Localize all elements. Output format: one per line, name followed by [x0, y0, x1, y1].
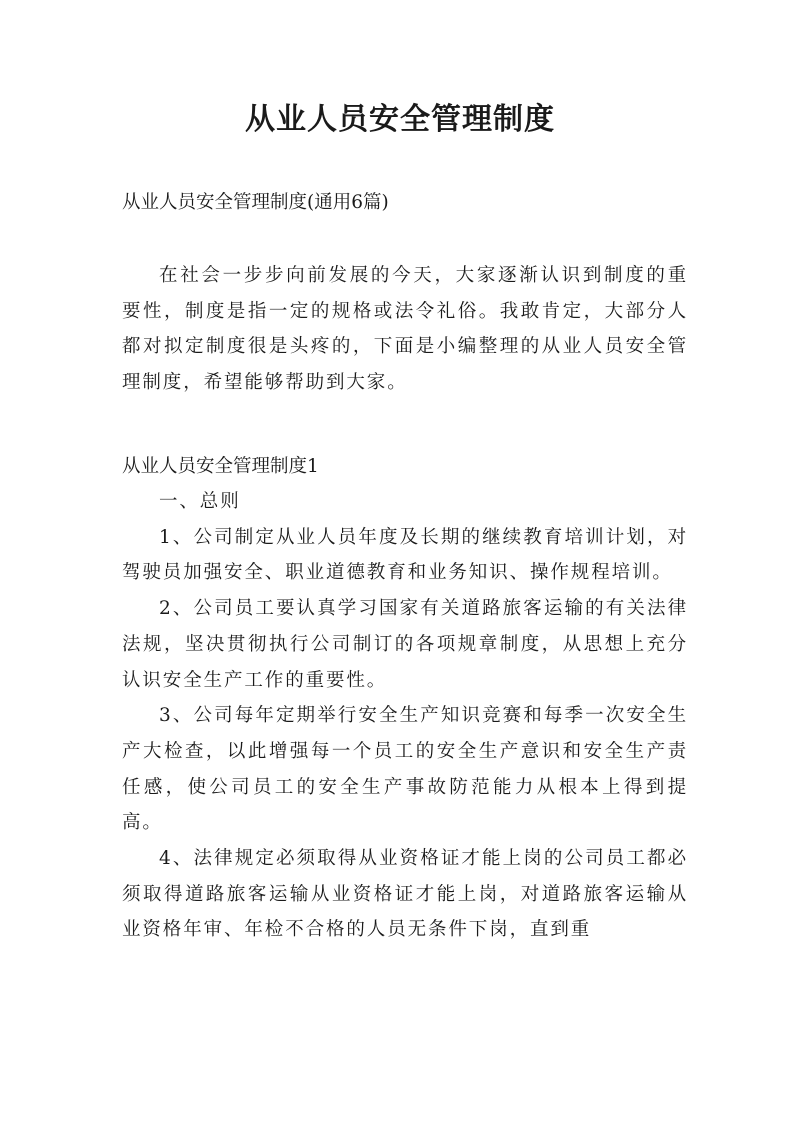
section-1-item-4: 4、法律规定必须取得从业资格证才能上岗的公司员工都必须取得道路旅客运输从业资格证才能上岗，对道路旅客运输从业资格年审、年检不合格的人员无条件下岗，直到重 [122, 848, 688, 941]
section-1-item-2: 2、公司员工要认真学习国家有关道路旅客运输的有关法律法规，坚决贯彻执行公司制订的各项规章制度，从思想上充分认识安全生产工作的重要性。 [122, 598, 688, 691]
document-title: 从业人员安全管理制度 [245, 102, 555, 137]
section-1-body [122, 484, 688, 948]
section-1-heading: 从业人员安全管理制度1 [122, 456, 319, 477]
section-1-item-1: 1、公司制定从业人员年度及长期的继续教育培训计划，对驾驶员加强安全、职业道德教育和业务知识、操作规程培训。 [122, 526, 688, 584]
section-1-subheading: 一、总则 [159, 491, 241, 512]
section-1-item-3: 3、公司每年定期举行安全生产知识竞赛和每季一次安全生产大检查，以此增强每一个员工的安全生产意识和安全生产责任感，使公司员工的安全生产事故防范能力从根本上得到提高。 [122, 705, 688, 834]
intro-paragraph: 在社会一步步向前发展的今天，大家逐渐认识到制度的重要性，制度是指一定的规格或法令礼俗。我敢肯定，大部分人都对拟定制度很是头疼的，下面是小编整理的从业人员安全管理制度，希望能够帮助到大家。 [122, 265, 688, 393]
document-subtitle: 从业人员安全管理制度(通用6篇) [122, 192, 389, 213]
